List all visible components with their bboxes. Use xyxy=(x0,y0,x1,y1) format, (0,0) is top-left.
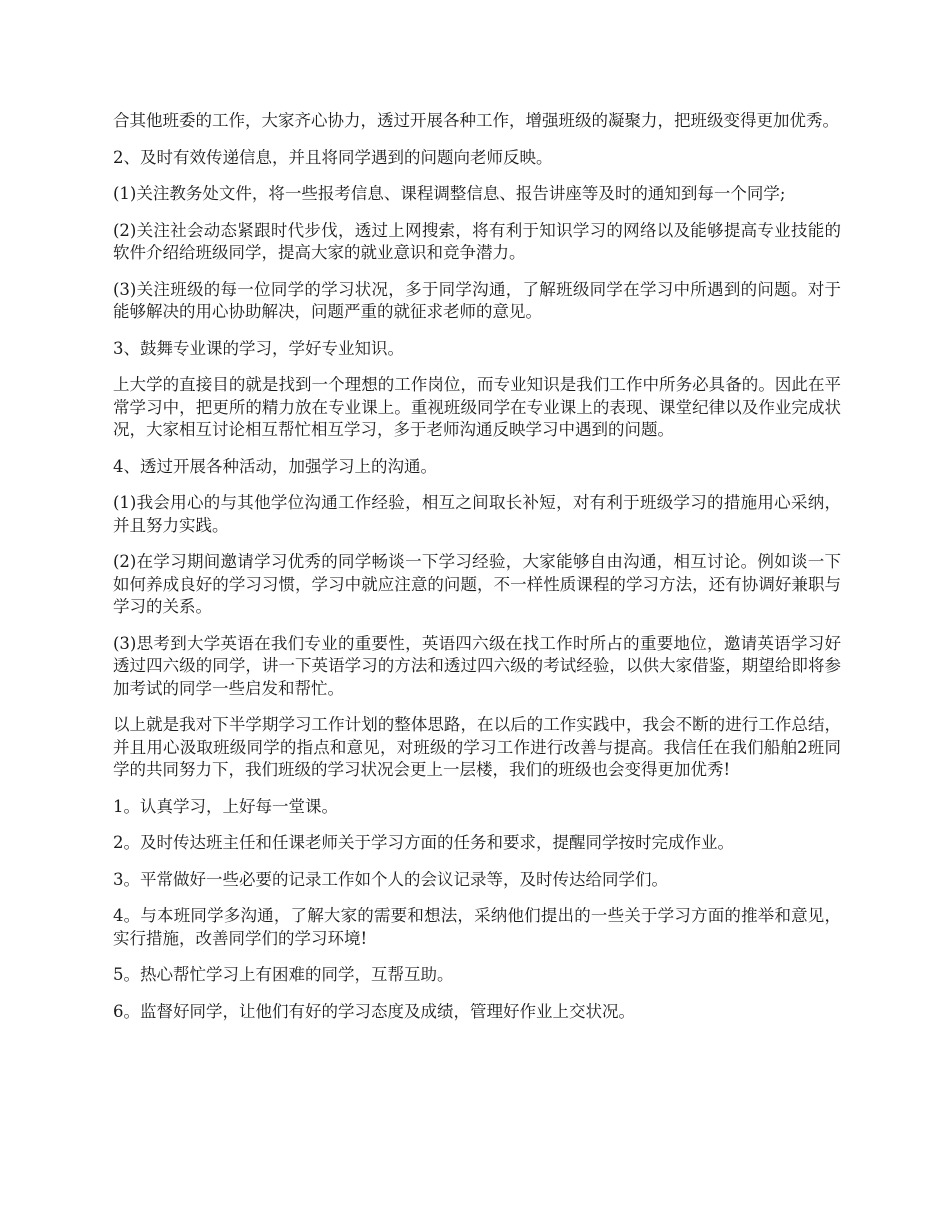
paragraph: 合其他班委的工作，大家齐心协力，透过开展各种工作，增强班级的凝聚力，把班级变得更加优秀。 xyxy=(113,111,839,130)
paragraph: 1。认真学习，上好每一堂课。 xyxy=(113,796,338,816)
paragraph: 4、透过开展各种活动，加强学习上的沟通。 xyxy=(113,456,437,476)
paragraph: (1)关注教务处文件，将一些报考信息、课程调整信息、报告讲座等及时的通知到每一个同学; xyxy=(113,184,786,203)
paragraph: 3、鼓舞专业课的学习，学好专业知识。 xyxy=(113,338,404,358)
paragraph: (1)我会用心的与其他学位沟通工作经验，相互之间取长补短，对有利于班级学习的措施用心采纳，并且努力实践。 xyxy=(113,493,841,535)
paragraph: 上大学的直接目的就是找到一个理想的工作岗位，而专业知识是我们工作中所务必具备的。因此在平常学习中，把更所的精力放在专业课上。重视班级同学在专业课上的表现、课堂纪律以及作业完成状况，大家相互讨论相互帮忙相互学习，多于老师沟通反映学习中遇到的问题。 xyxy=(113,375,841,439)
paragraph: (2)在学习期间邀请学习优秀的同学畅谈一下学习经验，大家能够自由沟通，相互讨论。例如谈一下如何养成良好的学习习惯，学习中就应注意的问题，不一样性质课程的学习方法，还有协调好兼职与学习的关系。 xyxy=(113,552,841,616)
paragraph: 2、及时有效传递信息，并且将同学遇到的问题向老师反映。 xyxy=(113,147,553,167)
paragraph: (2)关注社会动态紧跟时代步伐，透过上网搜索，将有利于知识学习的网络以及能够提高专业技能的软件介绍给班级同学，提高大家的就业意识和竞争潜力。 xyxy=(113,220,841,262)
paragraph: (3)关注班级的每一位同学的学习状况，多于同学沟通，了解班级同学在学习中所遇到的问题。对于能够解决的用心协助解决，问题严重的就征求老师的意见。 xyxy=(113,279,841,321)
paragraph: 3。平常做好一些必要的记录工作如个人的会议记录等，及时传达给同学们。 xyxy=(113,869,668,889)
paragraph: 6。监督好同学，让他们有好的学习态度及成绩，管理好作业上交状况。 xyxy=(113,1001,635,1021)
paragraph: 2。及时传达班主任和任课老师关于学习方面的任务和要求，提醒同学按时完成作业。 xyxy=(113,833,734,852)
paragraph: 以上就是我对下半学期学习工作计划的整体思路，在以后的工作实践中，我会不断的进行工作总结，并且用心汲取班级同学的指点和意见，对班级的学习工作进行改善与提高。我信任在我们船舶2班同学的共同努力下，我们班级的学习状况会更上一层楼，我们的班级也会变得更加优秀! xyxy=(113,715,841,779)
paragraph: 5。热心帮忙学习上有困难的同学，互帮互助。 xyxy=(113,965,454,984)
paragraph: (3)思考到大学英语在我们专业的重要性，英语四六级在找工作时所占的重要地位，邀请英语学习好透过四六级的同学，讲一下英语学习的方法和透过四六级的考试经验，以供大家借鉴，期望给即将参加考试的同学一些启发和帮忙。 xyxy=(113,633,841,698)
document-body xyxy=(113,110,841,1037)
paragraph: 4。与本班同学多沟通，了解大家的需要和想法，采纳他们提出的一些关于学习方面的推举和意见，实行措施，改善同学们的学习环境! xyxy=(113,906,841,948)
